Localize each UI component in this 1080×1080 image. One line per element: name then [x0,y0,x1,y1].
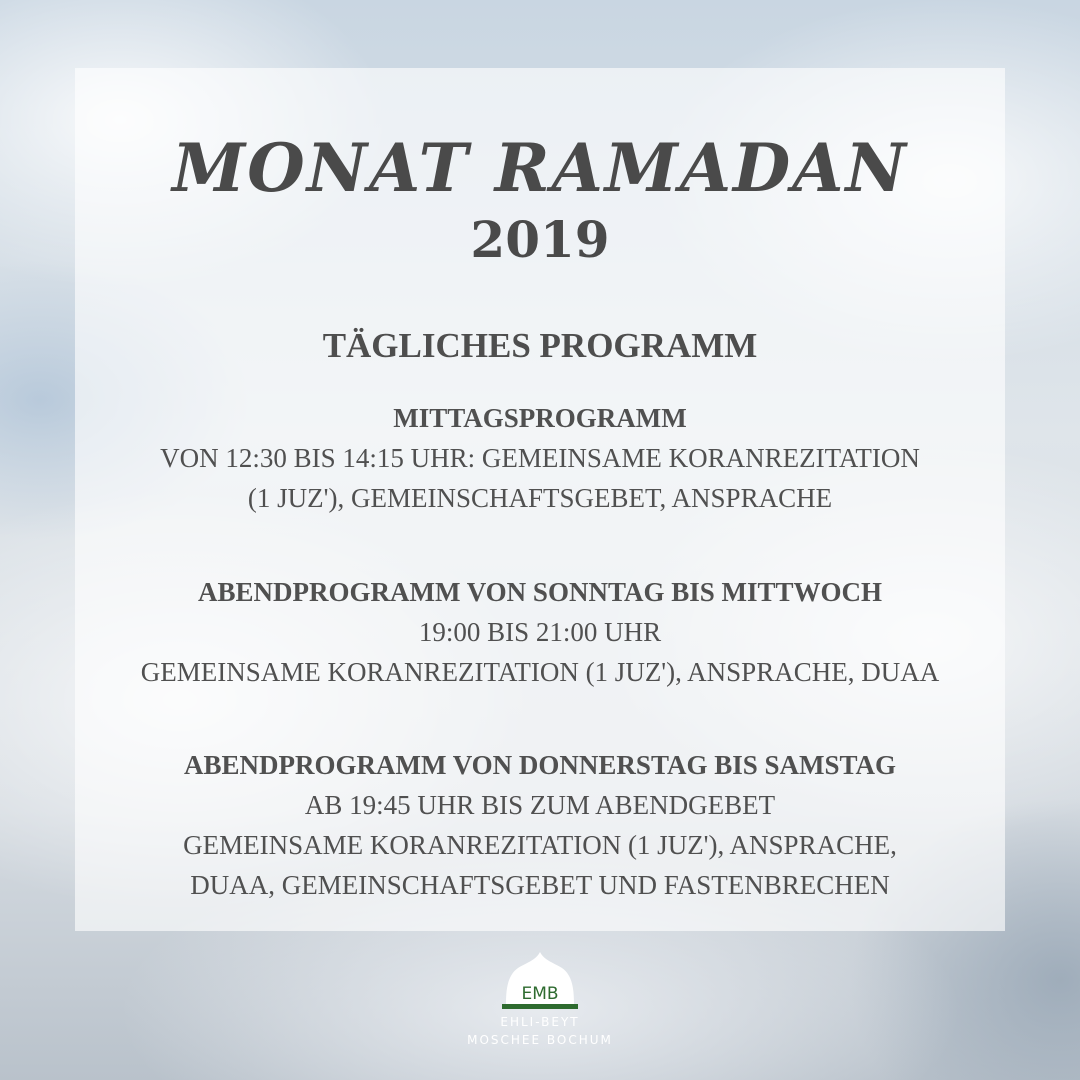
section-line: DUAA, GEMEINSCHAFTSGEBET UND FASTENBRECHEN [190,870,890,900]
poster-year: 2019 [470,210,610,269]
section-noon-program [0,398,1080,518]
section-evening-sun-wed [0,572,1080,692]
poster-title: MONAT RAMADAN [172,129,908,207]
logo-abbr: EMB [521,984,559,1004]
section-evening-thu-sat [0,745,1080,905]
section-line: GEMEINSAME KORANREZITATION (1 JUZ'), ANSPRACHE, [183,830,897,860]
logo-line-2: MOSCHEE BOCHUM [467,1033,613,1047]
logo-line-1: EHLI-BEYT [500,1015,580,1029]
mosque-logo [467,948,613,1070]
section-heading: MITTAGSPROGRAMM [393,403,687,433]
section-line: (1 JUZ'), GEMEINSCHAFTSGEBET, ANSPRACHE [247,483,833,513]
dome-icon [470,948,610,1012]
section-heading: ABENDPROGRAMM VON DONNERSTAG BIS SAMSTAG [183,750,897,780]
section-line: VON 12:30 BIS 14:15 UHR: GEMEINSAME KORANREZITATION [160,443,920,473]
section-line: GEMEINSAME KORANREZITATION (1 JUZ'), ANSPRACHE, DUAA [140,657,940,687]
section-line: 19:00 BIS 21:00 UHR [418,617,662,647]
section-line: AB 19:45 UHR BIS ZUM ABENDGEBET [304,790,776,820]
program-heading: TÄGLICHES PROGRAMM [322,326,758,365]
section-heading: ABENDPROGRAMM VON SONNTAG BIS MITTWOCH [197,577,882,607]
